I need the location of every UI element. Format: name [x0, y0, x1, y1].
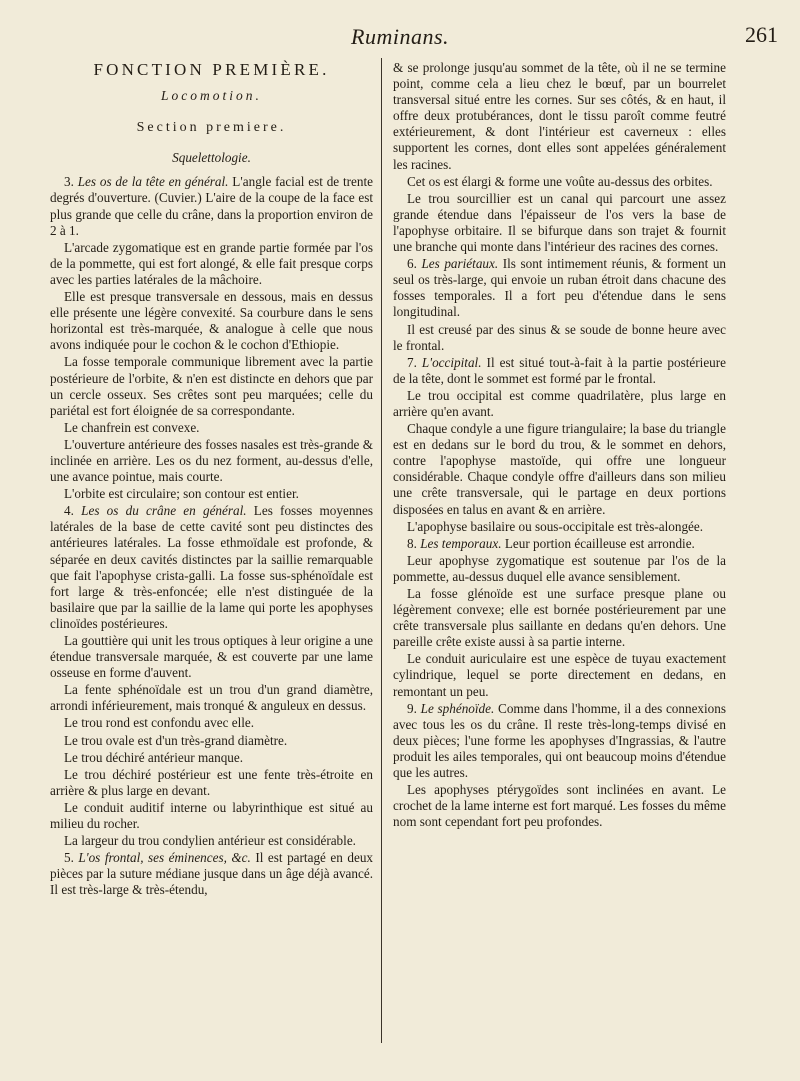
- left-column: [50, 60, 373, 1060]
- paragraph: [50, 682, 373, 714]
- paragraph: [50, 850, 373, 898]
- page-number: 261: [745, 22, 778, 47]
- paragraph: [393, 536, 726, 552]
- paragraph: [50, 174, 373, 238]
- subheading: L'occipital.: [421, 354, 482, 370]
- paragraph-text: L'orbite est circulaire; son contour est entier.: [64, 486, 299, 502]
- paragraph: [393, 322, 726, 354]
- subheading: Les os du crâne en général.: [81, 503, 247, 519]
- paragraph: [393, 355, 726, 387]
- column-divider: [381, 58, 382, 1043]
- paragraph: [393, 651, 726, 699]
- paragraph-number: 8.: [407, 535, 421, 551]
- paragraph: [393, 553, 726, 585]
- paragraph: [393, 519, 726, 535]
- paragraph-text: La fosse glénoïde est une surface presque plane ou légèrement convexe; elle est bornée postérieurement par une crête transversale plus saillante en dedans qu'en dehors. Une pareille crête existe aussi à sa partie interne.: [393, 586, 726, 650]
- paragraph: [50, 437, 373, 485]
- running-title: Ruminans.: [351, 24, 449, 49]
- paragraph: [393, 191, 726, 255]
- left-paragraphs: [50, 174, 373, 898]
- paragraph-text: Il est partagé en deux pièces par la suture médiane jusque dans un âge déjà avancé. Il est très-large & très-étendu,: [50, 850, 373, 898]
- paragraph: [50, 800, 373, 832]
- paragraph-text: & se prolonge jusqu'au sommet de la tête, où il ne se termine point, comme cela a lieu chez le bœuf, par un bourrelet transversal situé entre les cornes. Sur ses côtés, & en haut, il offre deux protubérances, dont le tissu paroît comme feutré extérieurement, & dont l'intérieur est caverneux : elles supportent les cornes, dont elles sont appelées généralement les racines.: [393, 60, 726, 172]
- paragraph-text: Comme dans l'homme, il a des connexions avec tous les os du crâne. Il reste très-long-temps divisé en deux pièces; l'une forme les apophyses d'Ingrassias, & l'autre produit les ailes temporales, qui ont beaucoup moins d'étendue que les autres.: [393, 700, 726, 781]
- subheading: Le sphénoïde.: [420, 700, 495, 716]
- paragraph-text: Ils sont intimement réunis, & forment un seul os très-large, qui envoie un ruban étroit dans chacune des fosses temporales. Il a fort peu d'étendue dans le sens longitudinal.: [393, 256, 726, 320]
- right-paragraphs: [393, 60, 726, 830]
- paragraph-text: Le trou déchiré antérieur manque.: [64, 749, 244, 765]
- paragraph-text: La gouttière qui unit les trous optiques à leur origine a une étendue transversale marquée, & est couverte par une lame osseuse en forme d'auvent.: [50, 633, 373, 681]
- paragraph: [50, 767, 373, 799]
- paragraph: [50, 420, 373, 436]
- paragraph-text: La fosse temporale communique librement avec la partie postérieure de l'orbite, & n'en est distincte en dehors que par un cercle osseux. Ses crêtes sont peu marquées; celle du pariétal est fort éloignée de sa correspondante.: [50, 354, 373, 418]
- paragraph: [393, 421, 726, 518]
- paragraph-text: Il est situé tout-à-fait à la partie postérieure de la tête, dont le sommet est formé par le frontal.: [393, 354, 726, 386]
- paragraph: [50, 633, 373, 681]
- paragraph-text: Cet os est élargi & forme une voûte au-dessus des orbites.: [407, 173, 713, 189]
- paragraph-text: L'angle facial est de trente degrés d'ouverture. (Cuvier.) L'aire de la coupe de la face est plus grande que celle du crâne, dans la proportion environ de 2 à 1.: [50, 174, 373, 238]
- paragraph-text: Chaque condyle a une figure triangulaire; la base du triangle est en dedans sur le bord du trou, & le sommet en dehors, contre l'apophyse mastoïde, qui offre une longueur considérable. Chaque condyle offre d'ailleurs dans son milieu une crête transversale, qui le partage en deux portions disposées en talus en avant & en arrière.: [393, 421, 726, 517]
- paragraph-text: Le chanfrein est convexe.: [64, 419, 200, 435]
- paragraph: [50, 354, 373, 418]
- paragraph: [50, 486, 373, 502]
- paragraph: [393, 60, 726, 173]
- paragraph: [50, 733, 373, 749]
- paragraph-number: 3.: [64, 174, 78, 190]
- heading-locomotion: Locomotion.: [161, 88, 262, 104]
- paragraph: [393, 174, 726, 190]
- paragraph-text: Le trou sourcillier est un canal qui parcourt une assez grande étendue dans l'épaisseur de l'os vers la base de l'apophyse orbitaire. Il se bifurque dans son trajet & fournit une branche qui monte dans l'intérieur des racines des cornes.: [393, 190, 726, 255]
- paragraph-text: Les fosses moyennes latérales de la base de cette cavité sont peu distinctes des antérieures latérales. La fosse ethmoïdale est profonde, & séparée en deux cavités distinctes par la saillie remarquable que fait l'apophyse crista-galli. La fosse sus-sphénoïdale est fort large & très-enfoncée; elle n'est distinguée de la basilaire que par la saillie de la lame qui porte les apophyses clinoïdes postérieures.: [50, 503, 373, 631]
- paragraph-number: 5.: [64, 850, 79, 866]
- paragraph-number: 7.: [407, 354, 422, 370]
- paragraph-text: Le conduit auriculaire est une espèce de tuyau exactement cylindrique, lequel se porte directement en dedans, en remontant un peu.: [393, 651, 726, 699]
- subheading: Les pariétaux.: [421, 256, 499, 272]
- paragraph: [393, 586, 726, 650]
- paragraph-text: La fente sphénoïdale est un trou d'un grand diamètre, arrondi inférieurement, mais tronqué & anguleux en dessus.: [50, 682, 373, 714]
- paragraph-text: Le trou ovale est d'un très-grand diamètre.: [64, 732, 288, 748]
- paragraph-number: 4.: [64, 503, 82, 519]
- paragraph: [50, 750, 373, 766]
- subheading: L'os frontal, ses éminences, &c.: [78, 850, 251, 866]
- paragraph: [393, 388, 726, 420]
- subheading: Les os de la tête en général.: [77, 174, 229, 190]
- paragraph-text: Le trou déchiré postérieur est une fente très-étroite en arrière & plus large en devant.: [50, 766, 373, 798]
- paragraph-text: Le trou rond est confondu avec elle.: [64, 715, 255, 731]
- paragraph-number: 9.: [407, 700, 421, 716]
- heading-section: Section premiere.: [136, 120, 287, 136]
- paragraph: [393, 701, 726, 781]
- paragraph-text: Les apophyses ptérygoïdes sont inclinées en avant. Le crochet de la lame interne est fort marqué. Les fosses du même nom sont cependant fort peu profondes.: [393, 782, 726, 830]
- paragraph: [50, 289, 373, 353]
- paragraph: [50, 833, 373, 849]
- paragraph-text: Leur apophyse zygomatique est soutenue par l'os de la pommette, au-dessus duquel elle avance sensiblement.: [393, 552, 726, 584]
- paragraph-text: Il est creusé par des sinus & se soude de bonne heure avec le frontal.: [393, 321, 726, 353]
- paragraph-text: L'arcade zygomatique est en grande partie formée par l'os de la pommette, qui est fort alongé, & elle fait presque corps avec les parties latérales de la mâchoire.: [50, 239, 373, 287]
- paragraph-text: La largeur du trou condylien antérieur est considérable.: [64, 833, 356, 849]
- paragraph-text: Le trou occipital est comme quadrilatère, plus large en arrière qu'en avant.: [393, 387, 726, 419]
- paragraph-text: Le conduit auditif interne ou labyrinthique est situé au milieu du rocher.: [50, 799, 373, 832]
- right-column: [393, 60, 726, 1060]
- heading-fonction: FONCTION PREMIÈRE.: [93, 60, 330, 79]
- paragraph-text: L'ouverture antérieure des fosses nasales est très-grande & inclinée en arrière. Les os du nez forment, au-dessus d'elle, une avance pointue, mais courte.: [50, 436, 373, 485]
- running-head: [0, 20, 800, 54]
- paragraph: [393, 782, 726, 830]
- heading-squelettologie: Squelettologie.: [172, 150, 251, 166]
- paragraph-text: Elle est presque transversale en dessous, mais en dessus elle présente une légère convexité. Sa courbure dans le sens horizontal est très-marquée, & analogue à celle que nous avons indiquée pour le cochon & le cochon d'Ethiopie.: [50, 289, 373, 353]
- paragraph-text: L'apophyse basilaire ou sous-occipitale est très-alongée.: [407, 518, 704, 534]
- subheading: Les temporaux.: [420, 535, 502, 551]
- paragraph-number: 6.: [407, 256, 422, 272]
- paragraph: [50, 240, 373, 288]
- paragraph-text: Leur portion écailleuse est arrondie.: [501, 535, 695, 551]
- paragraph: [50, 715, 373, 731]
- paragraph: [393, 256, 726, 320]
- paragraph: [50, 503, 373, 632]
